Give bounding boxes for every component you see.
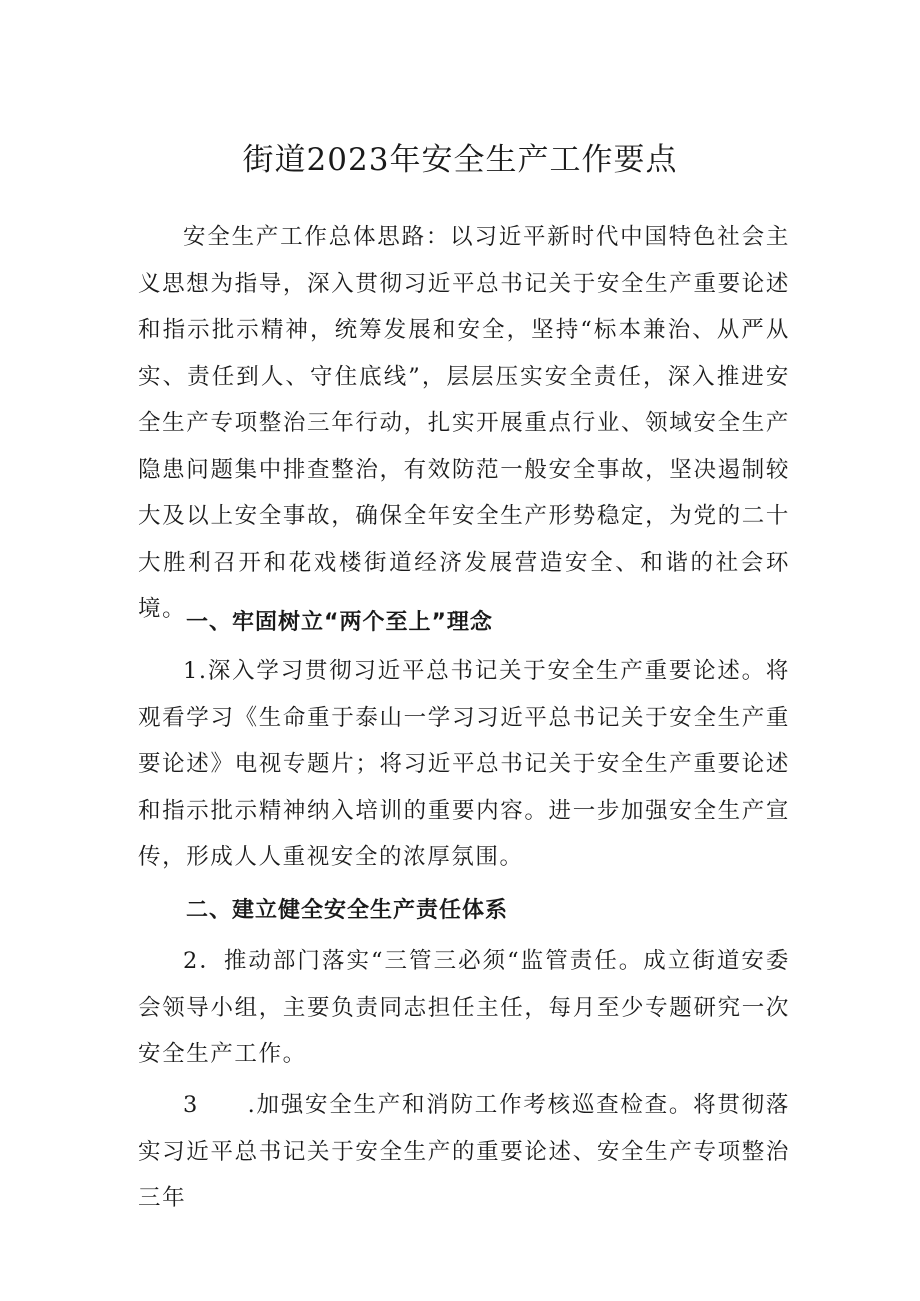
- page-title: 街道2023年安全生产工作要点: [242, 142, 678, 178]
- section-1-paragraph-1: 1.深入学习贯彻习近平总书记关于安全生产重要论述。将观看学习《生命重于泰山一学习习近平总书记关于安全生产重要论述》电视专题片；将习近平总书记关于安全生产重要论述和指示批示精神纳入培训的重要内容。进一步加强安全生产宣传，形成人人重视安全的浓厚氛围。: [138, 658, 790, 870]
- section-heading-2: 二、建立健全安全生产责任体系: [186, 898, 509, 923]
- section-2-paragraph-2: 3 .加强安全生产和消防工作考核巡查检查。将贯彻落实习近平总书记关于安全生产的重要论述、安全生产专项整治三年: [138, 1092, 790, 1211]
- intro-paragraph: 安全生产工作总体思路：以习近平新时代中国特色社会主义思想为指导，深入贯彻习近平总书记关于安全生产重要论述和指示批示精神，统筹发展和安全，坚持“标本兼治、从严从实、责任到人、守住底线”，层层压实安全责任，深入推进安全生产专项整治三年行动，扎实开展重点行业、领域安全生产隐患问题集中排查整治，有效防范一般安全事故，坚决遏制较大及以上安全事故，确保全年安全生产形势稳定，为党的二十大胜利召开和花戏楼街道经济发展营造安全、和谐的社会环境。: [138, 224, 790, 622]
- section-heading-1: 一、牢固树立“两个至上”理念: [186, 610, 493, 635]
- section-2-paragraph-1: 2．推动部门落实“三管三必须“监管责任。成立街道安委会领导小组，主要负责同志担任主任，每月至少专题研究一次安全生产工作。: [138, 948, 790, 1067]
